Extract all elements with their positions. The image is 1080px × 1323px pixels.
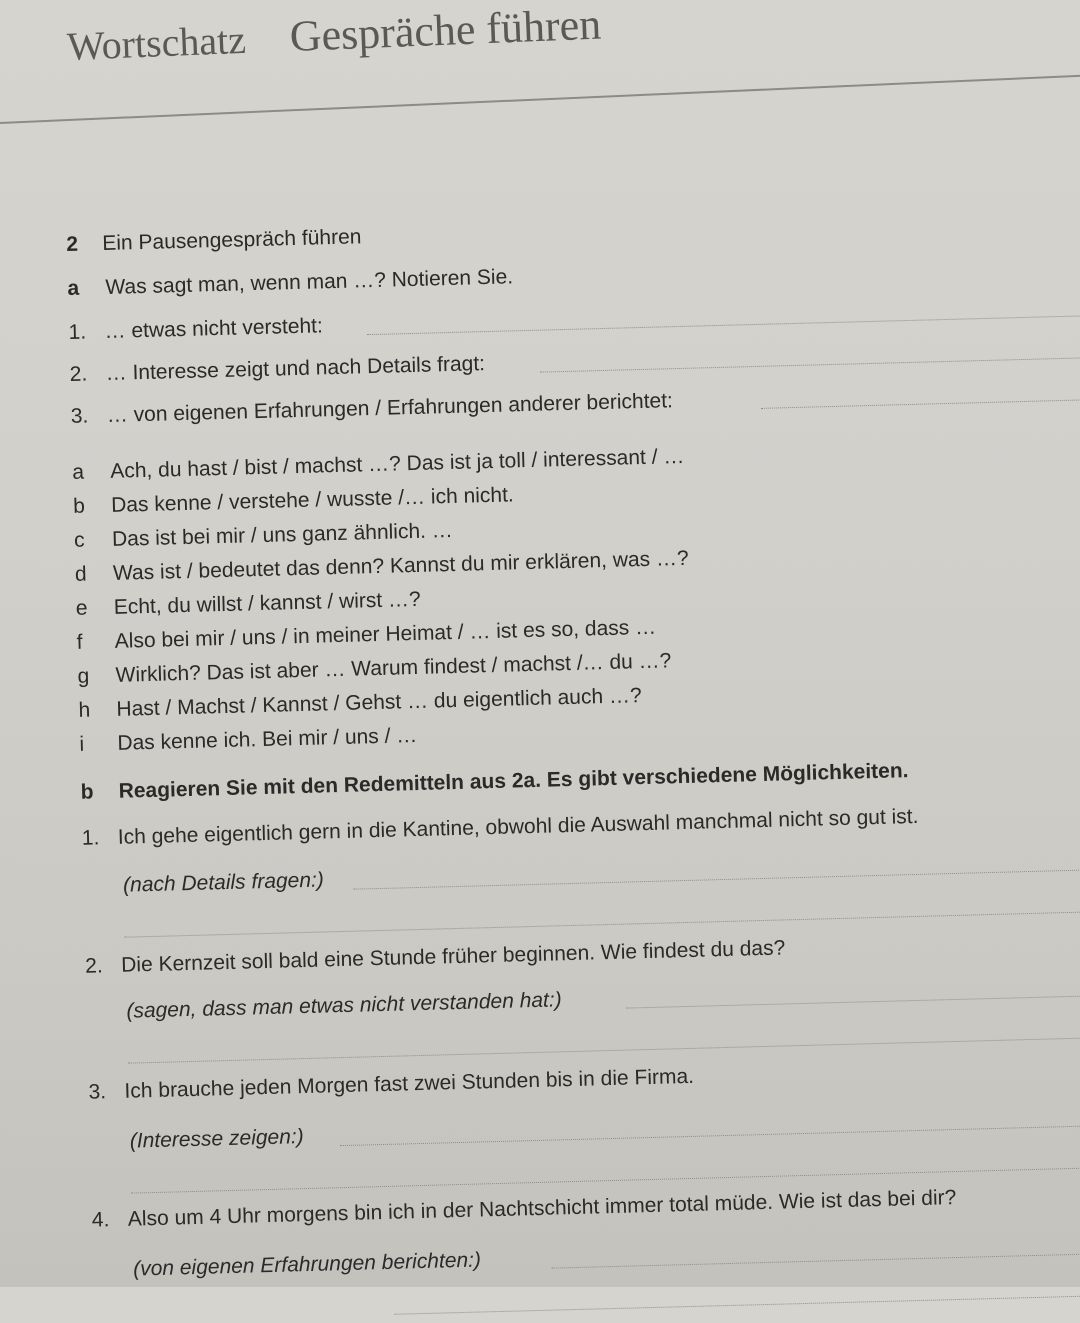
answer-line[interactable]	[394, 1295, 1080, 1315]
phrase-b: b Das kenne / verstehe / wusste /… ich nicht.	[72, 483, 515, 518]
answer-line[interactable]	[626, 995, 1080, 1009]
exercise-number: 2	[66, 232, 79, 256]
answer-line[interactable]	[551, 1253, 1080, 1269]
prompt-1: 1. … etwas nicht versteht:	[68, 314, 324, 344]
worksheet	[66, 205, 1080, 1281]
hint-4: (von eigenen Erfahrungen berichten:)	[132, 1248, 482, 1281]
hint-1: (nach Details fragen:)	[122, 868, 325, 897]
statement-1: 1. Ich gehe eigentlich gern in die Kantine, obwohl die Auswahl manchmal nicht so gut ist.	[81, 804, 919, 850]
hint-2: (sagen, dass man etwas nicht verstanden hat:)	[126, 988, 562, 1023]
phrase-f: f Also bei mir / uns / in meiner Heimat / … ist es so, dass …	[76, 615, 657, 654]
statement-4: 4. Also um 4 Uhr morgens bin ich in der Nachtschicht immer total müde. Wie ist das bei dir?	[91, 1186, 957, 1232]
phrase-a: a Ach, du hast / bist / machst …? Das ist ja toll / interessant / …	[71, 444, 685, 484]
part-a-text: Was sagt man, wenn man …? Notieren Sie.	[105, 265, 514, 299]
statement-3: 3. Ich brauche jeden Morgen fast zwei Stunden bis in die Firma.	[88, 1064, 695, 1104]
title-wortschatz: Wortschatz	[66, 16, 247, 69]
part-a-instruction	[67, 264, 513, 302]
title-gespraeche: Gespräche führen	[288, 0, 603, 62]
phrase-i: i Das kenne ich. Bei mir / uns / …	[79, 723, 418, 756]
part-b-letter: b	[80, 780, 94, 804]
answer-line[interactable]	[128, 1037, 1080, 1064]
answer-line[interactable]	[540, 357, 1080, 373]
prompt-3: 3. … von eigenen Erfahrungen / Erfahrungen anderer berichtet:	[70, 389, 674, 428]
phrase-g: g Wirklich? Das ist aber … Warum findest / machst /… du …?	[77, 649, 672, 688]
answer-line[interactable]	[124, 911, 1080, 938]
phrase-d: d Was ist / bedeutet das denn? Kannst du mir erklären, was …?	[74, 546, 689, 586]
exercise-title: Ein Pausengespräch führen	[102, 225, 362, 256]
phrase-e: e Echt, du willst / kannst / wirst …?	[75, 587, 421, 620]
part-a-letter: a	[67, 276, 80, 300]
answer-line[interactable]	[353, 869, 1080, 890]
statement-2: 2. Die Kernzeit soll bald eine Stunde früher beginnen. Wie findest du das?	[84, 936, 786, 978]
answer-line[interactable]	[761, 399, 1080, 409]
part-b-instruction	[80, 758, 908, 806]
hint-3: (Interesse zeigen:)	[129, 1125, 304, 1153]
part-b-text: Reagieren Sie mit den Redemitteln aus 2a. Es gibt verschiedene Möglichkeiten.	[118, 759, 909, 803]
phrase-h: h Hast / Machst / Kannst / Gehst … du eigentlich auch …?	[78, 684, 642, 722]
header-divider	[0, 73, 1080, 124]
answer-line[interactable]	[340, 1125, 1080, 1146]
prompt-2: 2. … Interesse zeigt und nach Details fragt:	[69, 352, 486, 386]
answer-line[interactable]	[367, 315, 1080, 335]
exercise-heading	[66, 224, 362, 258]
page-title	[66, 0, 602, 71]
phrase-c: c Das ist bei mir / uns ganz ähnlich. …	[73, 518, 454, 552]
